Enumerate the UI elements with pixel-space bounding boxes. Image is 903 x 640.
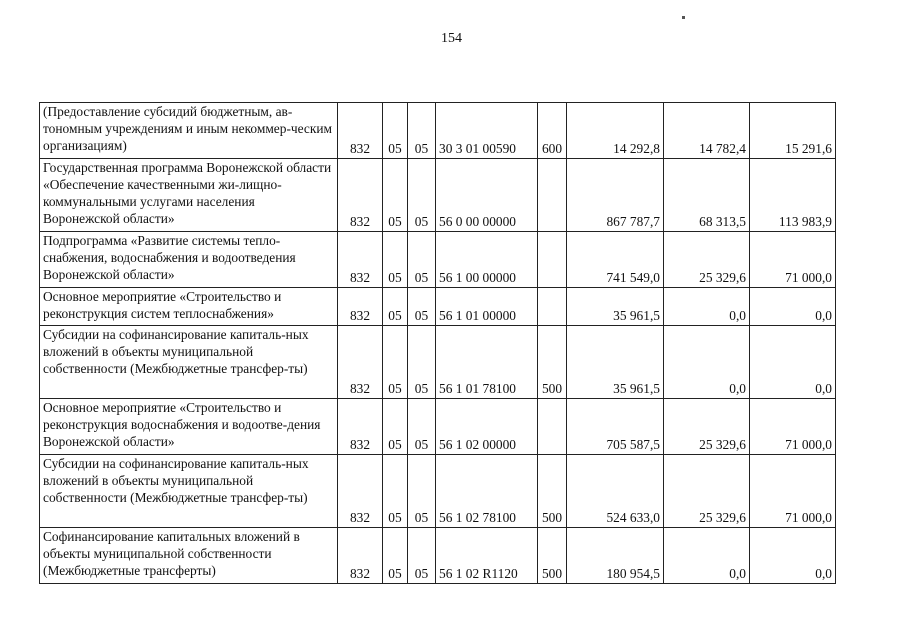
section-code: 05: [383, 528, 408, 584]
amount-year-1: 524 633,0: [567, 455, 664, 528]
section-code: 05: [383, 103, 408, 159]
table-row: [40, 528, 836, 584]
amount-year-3: 71 000,0: [750, 232, 836, 288]
row-name: Государственная программа Воронежской области «Обеспечение качественными жи-лищно-коммунальными услугами населения Воронежской области»: [40, 159, 338, 232]
table-row: [40, 288, 836, 326]
amount-year-2: 0,0: [664, 288, 750, 326]
ministry-code: 832: [338, 288, 383, 326]
table-row: [40, 326, 836, 399]
subsection-code: 05: [408, 288, 436, 326]
section-code: 05: [383, 326, 408, 399]
expense-kind: 500: [538, 528, 567, 584]
table-row: [40, 232, 836, 288]
subsection-code: 05: [408, 326, 436, 399]
section-code: 05: [383, 288, 408, 326]
row-name: Субсидии на софинансирование капиталь-ных вложений в объекты муниципальной собственности (Межбюджетные трансфер-ты): [40, 455, 338, 528]
row-name: Основное мероприятие «Строительство и реконструкция систем теплоснабжения»: [40, 288, 338, 326]
ministry-code: 832: [338, 455, 383, 528]
section-code: 05: [383, 232, 408, 288]
subsection-code: 05: [408, 455, 436, 528]
section-code: 05: [383, 159, 408, 232]
amount-year-3: 15 291,6: [750, 103, 836, 159]
amount-year-3: 0,0: [750, 528, 836, 584]
table-row: [40, 455, 836, 528]
row-name: (Предоставление субсидий бюджетным, ав-тономным учреждениям и иным некоммер-ческим организациям): [40, 103, 338, 159]
amount-year-1: 180 954,5: [567, 528, 664, 584]
scan-speck: [682, 16, 685, 19]
table-body: [40, 103, 836, 584]
amount-year-2: 14 782,4: [664, 103, 750, 159]
expense-kind: [538, 159, 567, 232]
amount-year-1: 14 292,8: [567, 103, 664, 159]
target-code: 56 1 01 00000: [436, 288, 538, 326]
target-code: 56 1 02 78100: [436, 455, 538, 528]
amount-year-2: 25 329,6: [664, 399, 750, 455]
target-code: 56 1 02 00000: [436, 399, 538, 455]
amount-year-2: 0,0: [664, 528, 750, 584]
page-number: 154: [441, 31, 462, 46]
expense-kind: [538, 399, 567, 455]
expense-kind: 500: [538, 455, 567, 528]
table-row: [40, 159, 836, 232]
amount-year-1: 867 787,7: [567, 159, 664, 232]
target-code: 56 0 00 00000: [436, 159, 538, 232]
amount-year-3: 0,0: [750, 288, 836, 326]
amount-year-2: 0,0: [664, 326, 750, 399]
section-code: 05: [383, 399, 408, 455]
subsection-code: 05: [408, 528, 436, 584]
amount-year-2: 68 313,5: [664, 159, 750, 232]
table-row: [40, 399, 836, 455]
amount-year-1: 35 961,5: [567, 326, 664, 399]
target-code: 56 1 00 00000: [436, 232, 538, 288]
expense-kind: 500: [538, 326, 567, 399]
amount-year-1: 35 961,5: [567, 288, 664, 326]
amount-year-3: 71 000,0: [750, 455, 836, 528]
expense-kind: [538, 232, 567, 288]
amount-year-2: 25 329,6: [664, 232, 750, 288]
section-code: 05: [383, 455, 408, 528]
amount-year-2: 25 329,6: [664, 455, 750, 528]
expense-kind: 600: [538, 103, 567, 159]
target-code: 56 1 02 R1120: [436, 528, 538, 584]
expense-kind: [538, 288, 567, 326]
subsection-code: 05: [408, 399, 436, 455]
ministry-code: 832: [338, 232, 383, 288]
row-name: Подпрограмма «Развитие системы тепло-снабжения, водоснабжения и водоотведения Воронежской области»: [40, 232, 338, 288]
ministry-code: 832: [338, 528, 383, 584]
target-code: 30 3 01 00590: [436, 103, 538, 159]
amount-year-3: 113 983,9: [750, 159, 836, 232]
ministry-code: 832: [338, 159, 383, 232]
subsection-code: 05: [408, 232, 436, 288]
amount-year-3: 0,0: [750, 326, 836, 399]
row-name: Основное мероприятие «Строительство и реконструкция водоснабжения и водоотве-дения Воронежской области»: [40, 399, 338, 455]
amount-year-1: 741 549,0: [567, 232, 664, 288]
ministry-code: 832: [338, 399, 383, 455]
budget-table: [39, 102, 836, 584]
amount-year-3: 71 000,0: [750, 399, 836, 455]
ministry-code: 832: [338, 103, 383, 159]
target-code: 56 1 01 78100: [436, 326, 538, 399]
ministry-code: 832: [338, 326, 383, 399]
row-name: Субсидии на софинансирование капиталь-ных вложений в объекты муниципальной собственности (Межбюджетные трансфер-ты): [40, 326, 338, 399]
table-row: [40, 103, 836, 159]
subsection-code: 05: [408, 159, 436, 232]
row-name: Софинансирование капитальных вложений в объекты муниципальной собственности (Межбюджетные трансферты): [40, 528, 338, 584]
amount-year-1: 705 587,5: [567, 399, 664, 455]
subsection-code: 05: [408, 103, 436, 159]
